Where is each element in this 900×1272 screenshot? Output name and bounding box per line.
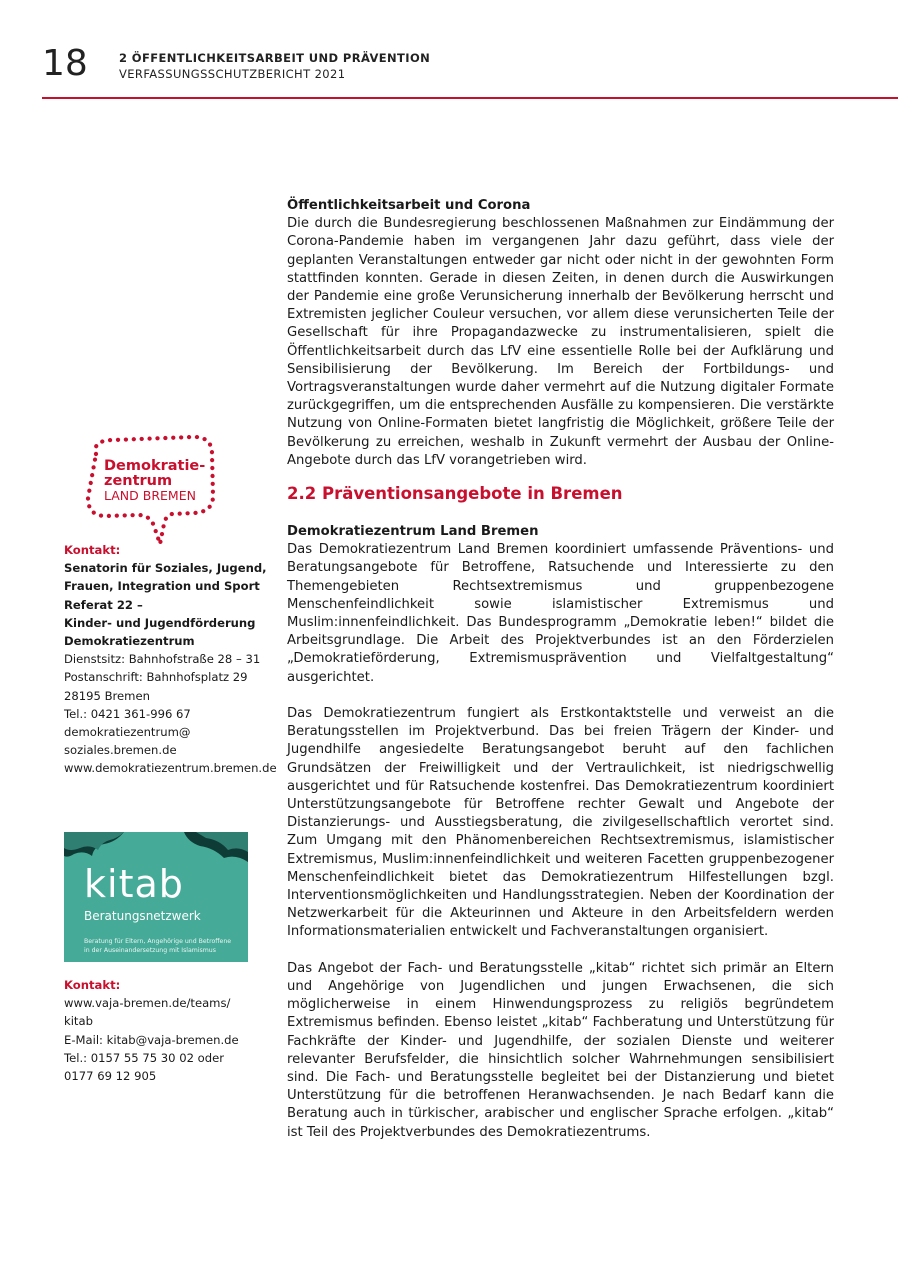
kitab-subtitle: Beratungsnetzwerk — [84, 909, 201, 923]
demokratiezentrum-section — [287, 523, 834, 1160]
contact-email-part-2: soziales.bremen.de — [64, 743, 177, 758]
kitab-phone-2: 0177 69 12 905 — [64, 1069, 157, 1084]
kitab-tagline-line-1: Beratung für Eltern, Angehörige und Betroffene — [84, 938, 232, 945]
corona-paragraph: Die durch die Bundesregierung beschlossenen Maßnahmen zur Eindämmung der Corona-Pandemie haben im vergangenen Jahr dazu geführt, dass viele der geplanten Veranstaltungen entweder gar nicht oder nicht in der gewohnten Form stattfinden konnten. Gerade in diesen Zeiten, in denen durch die Auswirkungen der Pandemie eine große Verunsicherung innerhalb der Bevölkerung herrscht und Extremisten jeglicher Couleur versuchen, vor allem diese verunsicherten Teile der Gesellschaft für ihre Propagandazwecke zu instrumentalisieren, spielt die Öffentlichkeitsarbeit durch das LfV eine essentielle Rolle bei der Aufklärung und Sensibilisierung der Bevölkerung. Im Bereich der Fortbildungs- und Vortragsveranstaltungen wurde daher vermehrt auf die Nutzung digitaler Formate zurückgegriffen, um die entsprechenden Ausfälle zu kompensieren. Die verstärkte Nutzung von Online-Formaten bietet langfristig die Möglichkeit, größere Teile der Bevölkerung zu erreichen, weshalb in Zukunft vermehrt der Ausbau der Online-Angebote durch das LfV vorangetrieben wird. — [287, 216, 834, 468]
page-number: 18 — [42, 43, 88, 84]
contact-org-line: Demokratiezentrum — [64, 634, 195, 649]
logo-line-2: zentrum — [104, 473, 173, 489]
kitab-email: E-Mail: kitab@vaja-bremen.de — [64, 1032, 239, 1047]
kitab-tagline — [84, 937, 248, 955]
contact-org-line: Referat 22 – — [64, 597, 143, 612]
section-title: 2.2 Präventionsangebote in Bremen — [287, 484, 623, 503]
corona-heading: Öffentlichkeitsarbeit und Corona — [287, 198, 531, 213]
kitab-logo — [64, 832, 248, 962]
demokratiezentrum-logo — [74, 432, 224, 554]
demokratiezentrum-paragraph-1: Das Demokratiezentrum Land Bremen koordiniert umfassende Präventions- und Beratungsangebote für Betroffene, Ratsuchende und Interessierte zu den Themengebieten Rechtsextremismus und gruppenbezogene Menschenfeindlichkeit sowie islamistischer Extremismus und Muslim:innenfeindlichkeit. Das Bundesprogramm „Demokratie leben!“ bildet die Arbeitsgrundlage. Die Arbeit des Projektverbundes ist an den Förderzielen „Demokratieförderung, Extremismusprävention und Vielfaltgestaltung“ ausgerichtet. — [287, 542, 834, 685]
kitab-tagline-line-2: in der Auseinandersetzung mit Islamismus — [84, 947, 216, 954]
contact-city: 28195 Bremen — [64, 688, 150, 703]
kitab-website-part-2: kitab — [64, 1014, 93, 1029]
logo-line-3: LAND BREMEN — [104, 488, 196, 503]
contact-address: Dienstsitz: Bahnhofstraße 28 – 31 — [64, 652, 261, 667]
corona-section — [287, 197, 834, 488]
contact-org-line: Senatorin für Soziales, Jugend, — [64, 561, 267, 576]
header-divider — [42, 97, 898, 99]
contact-label: Kontakt: — [64, 543, 121, 557]
contact-email-part-1: demokratiezentrum@ — [64, 725, 191, 740]
header-chapter-title: 2 ÖFFENTLICHKEITSARBEIT UND PRÄVENTION — [119, 51, 431, 65]
demokratiezentrum-paragraph-2: Das Demokratiezentrum fungiert als Erstkontaktstelle und verweist an die Beratungsstellen im Projektverbund. Das bei freien Trägern der Kinder- und Jugendhilfe angesiedelte Beratungsangebot beruht auf den fachlichen Grundsätzen der Freiwilligkeit und der Vertraulichkeit, ist niedrigschwellig ausgerichtet und für Ratsuchende kostenfrei. Das Demokratiezentrum koordiniert Unterstützungsangebote für Betroffene rechter Gewalt und Angebote der Distanzierungs- und Ausstiegsberatung, die zivilgesellschaftlich verortet sind. Zum Umgang mit den Phänomenbereichen Rechtsextremismus, islamistischer Extremismus, Muslim:innenfeindlichkeit und weiteren Facetten gruppenbezogener Menschenfeindlichkeit bietet das Demokratiezentrum Hilfestellungen bzgl. Interventionsmöglichkeiten und Handlungsstrategien. Neben der Koordination der Netzwerkarbeit für die Akteurinnen und Akteure in den Arbeitsfeldern werden Informationsmaterialien entwickelt und Fachveranstaltungen organisiert. — [287, 706, 834, 940]
contact-org-line: Kinder- und Jugendförderung — [64, 615, 256, 630]
kitab-paragraph: Das Angebot der Fach- und Beratungsstelle „kitab“ richtet sich primär an Eltern und Angehörige von Jugendlichen und jungen Erwachsenen, die sich möglicherweise in einem Hinwendungsprozess zu religiös begründetem Extremismus befinden. Ebenso leistet „kitab“ Fachberatung und Unterstützung für Fachkräfte der Kinder- und Jugendhilfe, der sozialen Dienste und weiterer relevanter Berufsfelder, die hinsichtlich solcher Wahrnehmungen sensibilisiert sind. Die Fach- und Beratungsstelle begleitet bei der Distanzierung und bietet Unterstützung für die betroffenen Heranwachsenden. Je nach Bedarf kann die Beratung auch in türkischer, arabischer und englischer Sprache erfolgen. „kitab“ ist Teil des Projektverbundes des Demokratiezentrums. — [287, 960, 834, 1140]
kitab-phone-1: Tel.: 0157 55 75 30 02 oder — [64, 1050, 225, 1065]
demokratiezentrum-heading: Demokratiezentrum Land Bremen — [287, 524, 539, 539]
kitab-website-part-1: www.vaja-bremen.de/teams/ — [64, 996, 231, 1011]
kitab-wordmark: kitab — [84, 862, 184, 906]
contact-org-line: Frauen, Integration und Sport — [64, 579, 260, 594]
demokratie-contact — [64, 541, 277, 778]
contact-postal: Postanschrift: Bahnhofsplatz 29 — [64, 670, 248, 685]
logo-line-1: Demokratie- — [104, 458, 206, 474]
kitab-contact — [64, 976, 274, 1085]
contact-website: www.demokratiezentrum.bremen.de — [64, 761, 277, 776]
header-report-title: VERFASSUNGSSCHUTZBERICHT 2021 — [119, 67, 346, 81]
contact-label: Kontakt: — [64, 978, 121, 992]
contact-phone: Tel.: 0421 361-996 67 — [64, 706, 191, 721]
